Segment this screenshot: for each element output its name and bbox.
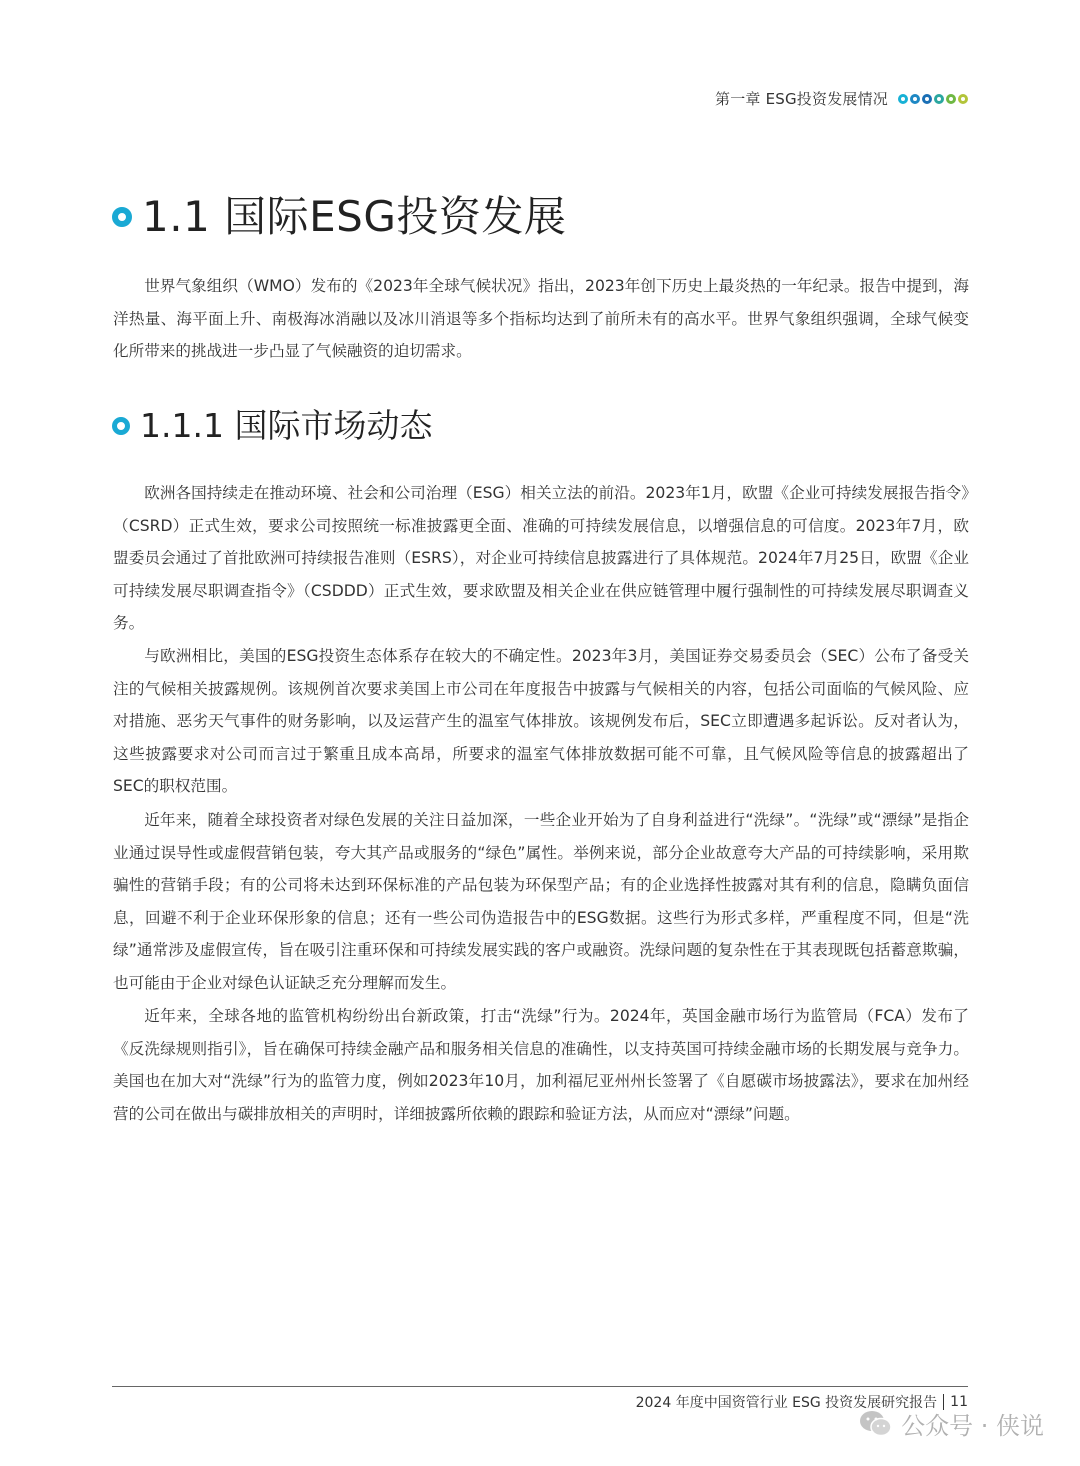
page-number: 11	[950, 1394, 968, 1410]
intro-paragraph: 世界气象组织（WMO）发布的《2023年全球气候状况》指出，2023年创下历史上最炎热的一年纪录。报告中提到，海洋热量、海平面上升、南极海冰消融以及冰川消退等多个指标均达到了前所未有的高水平。世界气象组织强调，全球气候变化所带来的挑战进一步凸显了气候融资的迫切需求。	[113, 277, 969, 361]
watermark-text: 公众号 · 侠说	[901, 1412, 1044, 1440]
decorative-dots-icon	[898, 94, 968, 104]
dot-icon	[910, 94, 920, 104]
body-paragraph: 近年来，随着全球投资者对绿色发展的关注日益加深，一些企业开始为了自身利益进行“洗绿”。“洗绿”或“漂绿”是指企业通过误导性或虚假营销包装，夸大其产品或服务的“绿色”属性。举例来说，部分企业故意夸大产品的可持续影响，采用欺骗性的营销手段；有的公司将未达到环保标准的产品包装为环保型产品；有的企业选择性披露对其有利的信息，隐瞒负面信息，回避不利于企业环保形象的信息；还有一些公司伪造报告中的ESG数据。这些行为形式多样，严重程度不同，但是“洗绿”通常涉及虚假宣传，旨在吸引注重环保和可持续发展实践的客户或融资。洗绿问题的复杂性在于其表现既包括蓄意欺骗，也可能由于企业对绿色认证缺乏充分理解而发生。	[113, 811, 969, 992]
watermark	[859, 1406, 1044, 1441]
chapter-title: 第一章 ESG投资发展情况	[715, 90, 888, 108]
body-paragraph: 近年来，全球各地的监管机构纷纷出台新政策，打击“洗绿”行为。2024年，英国金融市场行为监管局（FCA）发布了《反洗绿规则指引》，旨在确保可持续金融产品和服务相关信息的准确性，以支持英国可持续金融市场的长期发展与竞争力。美国也在加大对“洗绿”行为的监管力度，例如2023年10月，加利福尼亚州州长签署了《自愿碳市场披露法》，要求在加州经营的公司在做出与碳排放相关的声明时，详细披露所依赖的跟踪和验证方法，从而应对“漂绿”问题。	[113, 1007, 969, 1123]
dot-icon	[946, 94, 956, 104]
dot-icon	[934, 94, 944, 104]
body-paragraph: 欧洲各国持续走在推动环境、社会和公司治理（ESG）相关立法的前沿。2023年1月，欧盟《企业可持续发展报告指令》（CSRD）正式生效，要求公司按照统一标准披露更全面、准确的可持续发展信息，以增强信息的可信度。2023年7月，欧盟委员会通过了首批欧洲可持续报告准则（ESRS），对企业可持续信息披露进行了具体规范。2024年7月25日，欧盟《企业可持续发展尽职调查指令》（CSDDD）正式生效，要求欧盟及相关企业在供应链管理中履行强制性的可持续发展尽职调查义务。	[113, 484, 969, 633]
footer-report-title: 2024 年度中国资管行业 ESG 投资发展研究报告	[635, 1395, 938, 1411]
section-title: 1.1 国际ESG投资发展	[142, 192, 567, 241]
subsection-bullet-icon	[112, 417, 130, 435]
subsection-heading	[112, 404, 432, 448]
section-heading	[112, 190, 566, 244]
section-bullet-icon	[112, 207, 132, 227]
dot-icon	[898, 94, 908, 104]
wechat-icon	[859, 1409, 893, 1439]
footer-divider	[112, 1386, 968, 1387]
dot-icon	[922, 94, 932, 104]
subsection-title: 1.1.1 国际市场动态	[140, 406, 433, 445]
body-paragraph: 与欧洲相比，美国的ESG投资生态体系存在较大的不确定性。2023年3月，美国证券交易委员会（SEC）公布了备受关注的气候相关披露规例。该规例首次要求美国上市公司在年度报告中披露与气候相关的内容，包括公司面临的气候风险、应对措施、恶劣天气事件的财务影响，以及运营产生的温室气体排放。该规例发布后，SEC立即遭遇多起诉讼。反对者认为，这些披露要求对公司而言过于繁重且成本高昂，所要求的温室气体排放数据可能不可靠，且气候风险等信息的披露超出了SEC的职权范围。	[113, 647, 969, 796]
chapter-header	[715, 88, 968, 109]
dot-icon	[958, 94, 968, 104]
